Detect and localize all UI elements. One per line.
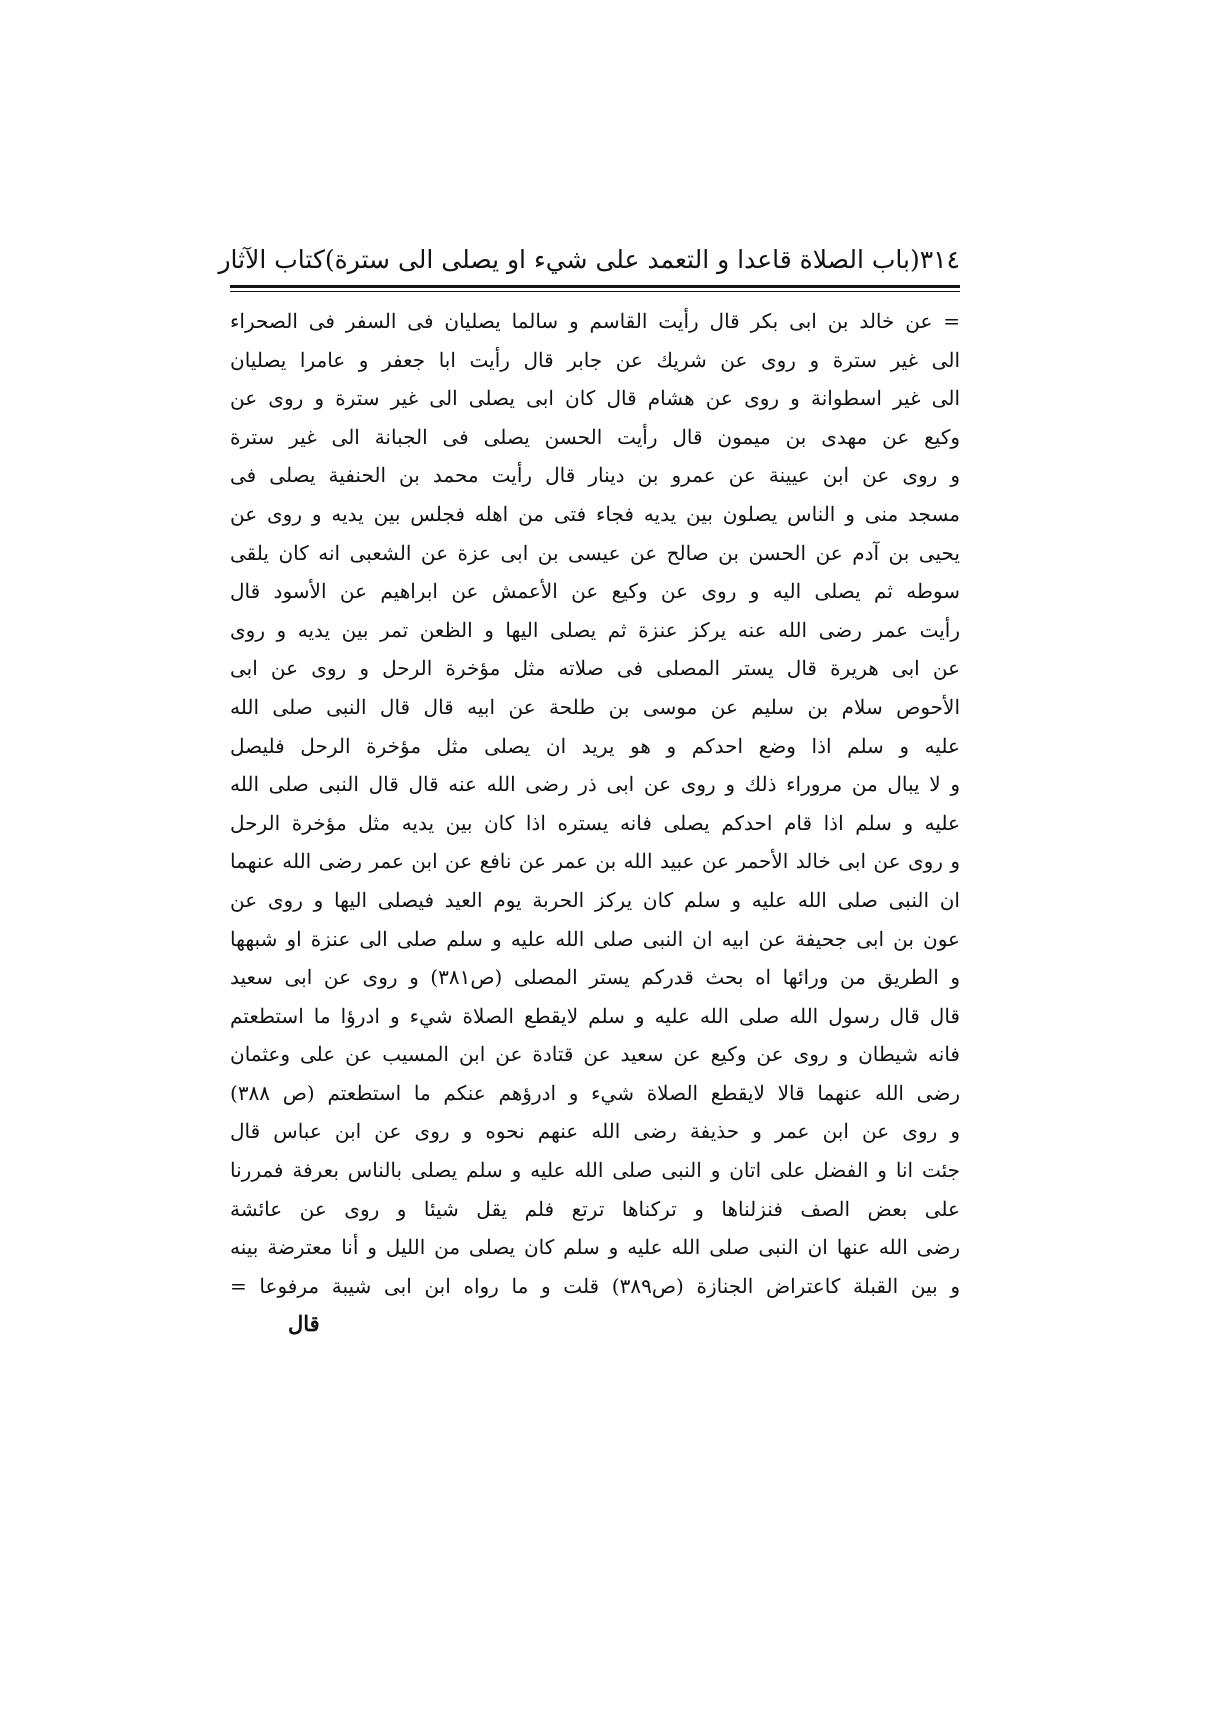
body-line: سوطه ثم يصلى اليه و روى عن وكيع عن الأعمش عن ابراهيم عن الأسود قال: [230, 579, 960, 604]
body-line: و روى عن ابن عمر و حذيفة رضى الله عنهم نحوه و روى عن ابن عباس قال: [230, 1119, 960, 1144]
body-line: الى غير سترة و روى عن شريك عن جابر قال رأيت ابا جعفر و عامرا يصليان: [230, 347, 960, 372]
header-rule-thick: [230, 285, 960, 288]
body-line: فانه شيطان و روى عن وكيع عن سعيد عن قتادة عن ابن المسيب عن على وعثمان: [230, 1042, 960, 1067]
body-line: رضى الله عنهما قالا لايقطع الصلاة شيء و ادرؤهم عنكم ما استطعتم (ص ٣٨٨): [230, 1080, 960, 1105]
running-header: [218, 240, 960, 280]
body-line: و لا يبال من مروراء ذلك و روى عن ابى ذر رضى الله عنه قال قال النبى صلى الله: [230, 772, 960, 797]
book-title: كتاب الآثار: [218, 245, 325, 274]
body-line: ان النبى صلى الله عليه و سلم كان يركز الحربة يوم العيد فيصلى اليها و روى عن: [230, 887, 960, 912]
body-line: يحيى بن آدم عن الحسن بن صالح عن عيسى بن ابى عزة عن الشعبى انه كان يلقى: [230, 540, 960, 565]
body-line: و روى عن ابى خالد الأحمر عن عبيد الله بن عمر عن نافع عن ابن عمر رضى الله عنهما: [230, 849, 961, 874]
body-line: و بين القبلة كاعتراض الجنازة (ص٣٨٩) قلت و ما رواه ابن ابى شيبة مرفوعا =: [230, 1273, 960, 1298]
body-line: عون بن ابى جحيفة عن ابيه ان النبى صلى الله عليه و سلم صلى الى عنزة او شبهها: [230, 926, 960, 951]
page-number: ٣١٤: [919, 245, 960, 274]
body-line: مسجد منى و الناس يصلون بين يديه فجاء فتى من اهله فجلس بين يديه و روى عن: [230, 501, 960, 526]
body-line: و روى عن ابن عيينة عن عمرو بن دينار قال رأيت محمد بن الحنفية يصلى فى: [230, 463, 960, 488]
body-text: [230, 302, 960, 1305]
body-line: الأحوص سلام بن سليم عن موسى بن طلحة عن ابيه قال قال النبى صلى الله: [230, 694, 960, 719]
body-line: عليه و سلم اذا قام احدكم يصلى فانه يستره اذا كان بين يديه مثل مؤخرة الرحل: [230, 810, 960, 835]
body-line: = عن خالد بن ابى بكر قال رأيت القاسم و سالما يصليان فى السفر فى الصحراء: [230, 309, 960, 333]
page-content: [218, 240, 961, 1343]
body-line: الى غير اسطوانة و روى عن هشام قال كان ابى يصلى الى غير سترة و روى عن: [230, 386, 960, 411]
catchword-text: قال: [288, 1311, 320, 1337]
catchword: [230, 1305, 960, 1343]
body-line: وكيع عن مهدى بن ميمون قال رأيت الحسن يصلى فى الجبانة الى غير سترة: [230, 424, 960, 449]
header-rule-thin: [230, 291, 960, 292]
body-line: رضى الله عنها ان النبى صلى الله عليه و سلم كان يصلى من الليل و أنا معترضة بينه: [230, 1235, 960, 1260]
body-line: قال قال رسول الله صلى الله عليه و سلم لايقطع الصلاة شيء و ادرؤا ما استطعتم: [230, 1003, 960, 1028]
body-line: عن ابى هريرة قال يستر المصلى فى صلاته مثل مؤخرة الرحل و روى عن ابى: [230, 656, 960, 681]
body-line: و الطريق من ورائها اه بحث قدركم يستر المصلى (ص٣٨١) و روى عن ابى سعيد: [230, 965, 960, 990]
chapter-title: (باب الصلاة قاعدا و التعمد على شيء او يصلى الى سترة): [324, 245, 920, 274]
body-line: جئت انا و الفضل على اتان و النبى صلى الله عليه و سلم يصلى بالناس بعرفة فمررنا: [230, 1158, 960, 1183]
body-line: على بعض الصف فنزلناها و تركناها ترتع فلم يقل شيئا و روى عن عائشة: [230, 1196, 960, 1221]
body-line: عليه و سلم اذا وضع احدكم و هو يريد ان يصلى مثل مؤخرة الرحل فليصل: [230, 733, 960, 758]
body-line: رأيت عمر رضى الله عنه يركز عنزة ثم يصلى اليها و الظعن تمر بين يديه و روى: [230, 617, 960, 642]
